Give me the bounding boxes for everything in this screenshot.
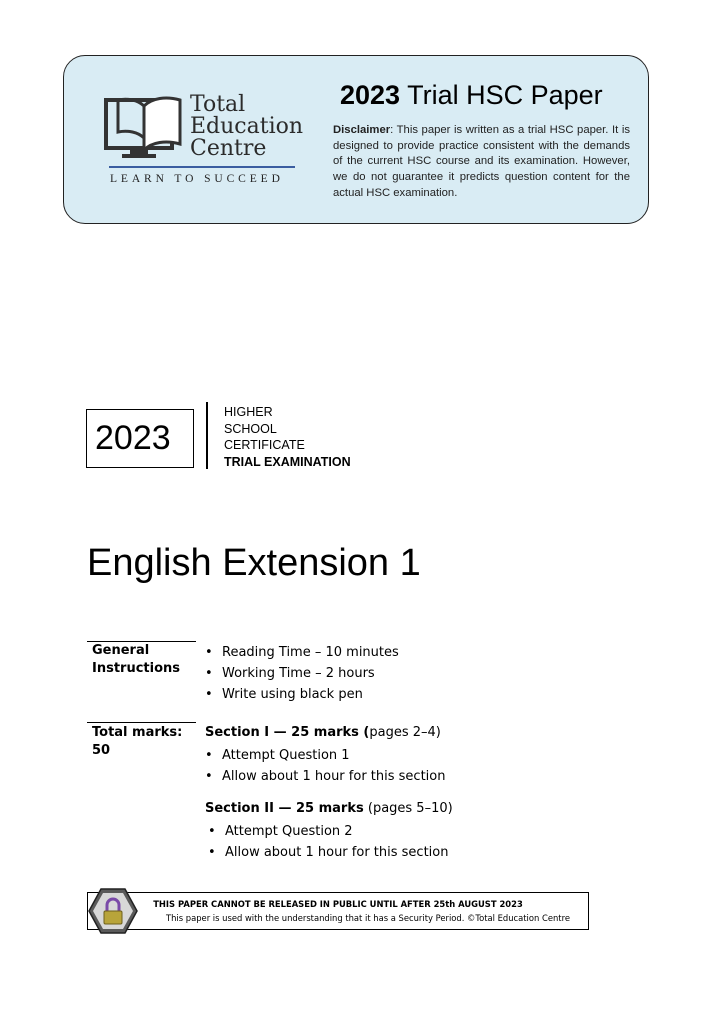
list-item: • Attempt Question 2 [204, 821, 448, 842]
list-item: • Write using black pen [201, 684, 399, 705]
disclaimer-label: Disclaimer [333, 124, 391, 136]
general-label-line2: Instructions [92, 661, 181, 676]
disclaimer-text: : This paper is written as a trial HSC paper. It is designed to provide practice consistent with the demands of the current HSC course and its examination. However, we do not guarantee it predicts question content for the actual HSC examination. [333, 124, 630, 199]
footer-release-notice: THIS PAPER CANNOT BE RELEASED IN PUBLIC UNTIL AFTER 25th AUGUST 2023 [153, 899, 523, 909]
subject-title: English Extension 1 [87, 542, 421, 584]
logo-line-total: Total [190, 92, 246, 117]
logo-wordmark [190, 94, 303, 160]
list-item: • Reading Time – 10 minutes [201, 642, 399, 663]
section-2-bold: Section II — 25 marks [205, 801, 364, 816]
logo-line-education: Education [190, 114, 304, 139]
list-item: • Allow about 1 hour for this section [204, 842, 448, 863]
disclaimer [333, 123, 630, 202]
section-1-list [201, 745, 445, 787]
list-item: • Allow about 1 hour for this section [201, 766, 445, 787]
total-marks-line1: Total marks: [92, 725, 183, 740]
section-1-pages: pages 2–4) [369, 725, 441, 740]
general-label-line1: General [92, 643, 150, 658]
hsc-line-4: TRIAL EXAMINATION [224, 454, 351, 469]
hsc-line-1: HIGHER [224, 405, 273, 419]
section-1-bold: Section I — 25 marks ( [205, 725, 370, 740]
footer-security-notice: This paper is used with the understanding that it has a Security Period. ©Total Education Centre [166, 913, 570, 923]
total-marks-value: 50 [92, 743, 111, 758]
general-instructions-label [92, 642, 180, 678]
exam-year-box: 2023 [86, 409, 194, 468]
paper-title-text: Trial HSC Paper [407, 80, 603, 110]
total-marks-label [92, 724, 182, 760]
list-item: • Working Time – 2 hours [201, 663, 399, 684]
hsc-label [224, 404, 351, 470]
padlock-icon [87, 886, 139, 936]
paper-title [340, 78, 603, 112]
logo-divider [109, 166, 295, 168]
hsc-line-2: SCHOOL [224, 421, 277, 436]
general-instructions-list [201, 642, 399, 705]
logo-tagline: LEARN TO SUCCEED [110, 173, 284, 185]
section-1-heading [205, 724, 441, 742]
section-2-heading [205, 800, 453, 818]
section-2-list [204, 821, 448, 863]
computer-book-icon [104, 92, 184, 162]
list-item: • Attempt Question 1 [201, 745, 445, 766]
paper-year: 2023 [340, 80, 401, 110]
hsc-line-3: CERTIFICATE [224, 438, 305, 453]
total-marks-rule [87, 722, 196, 723]
divider-vertical [206, 402, 208, 469]
security-footer [87, 892, 589, 930]
section-2-pages: (pages 5–10) [363, 801, 453, 816]
logo-line-centre: Centre [190, 136, 267, 161]
